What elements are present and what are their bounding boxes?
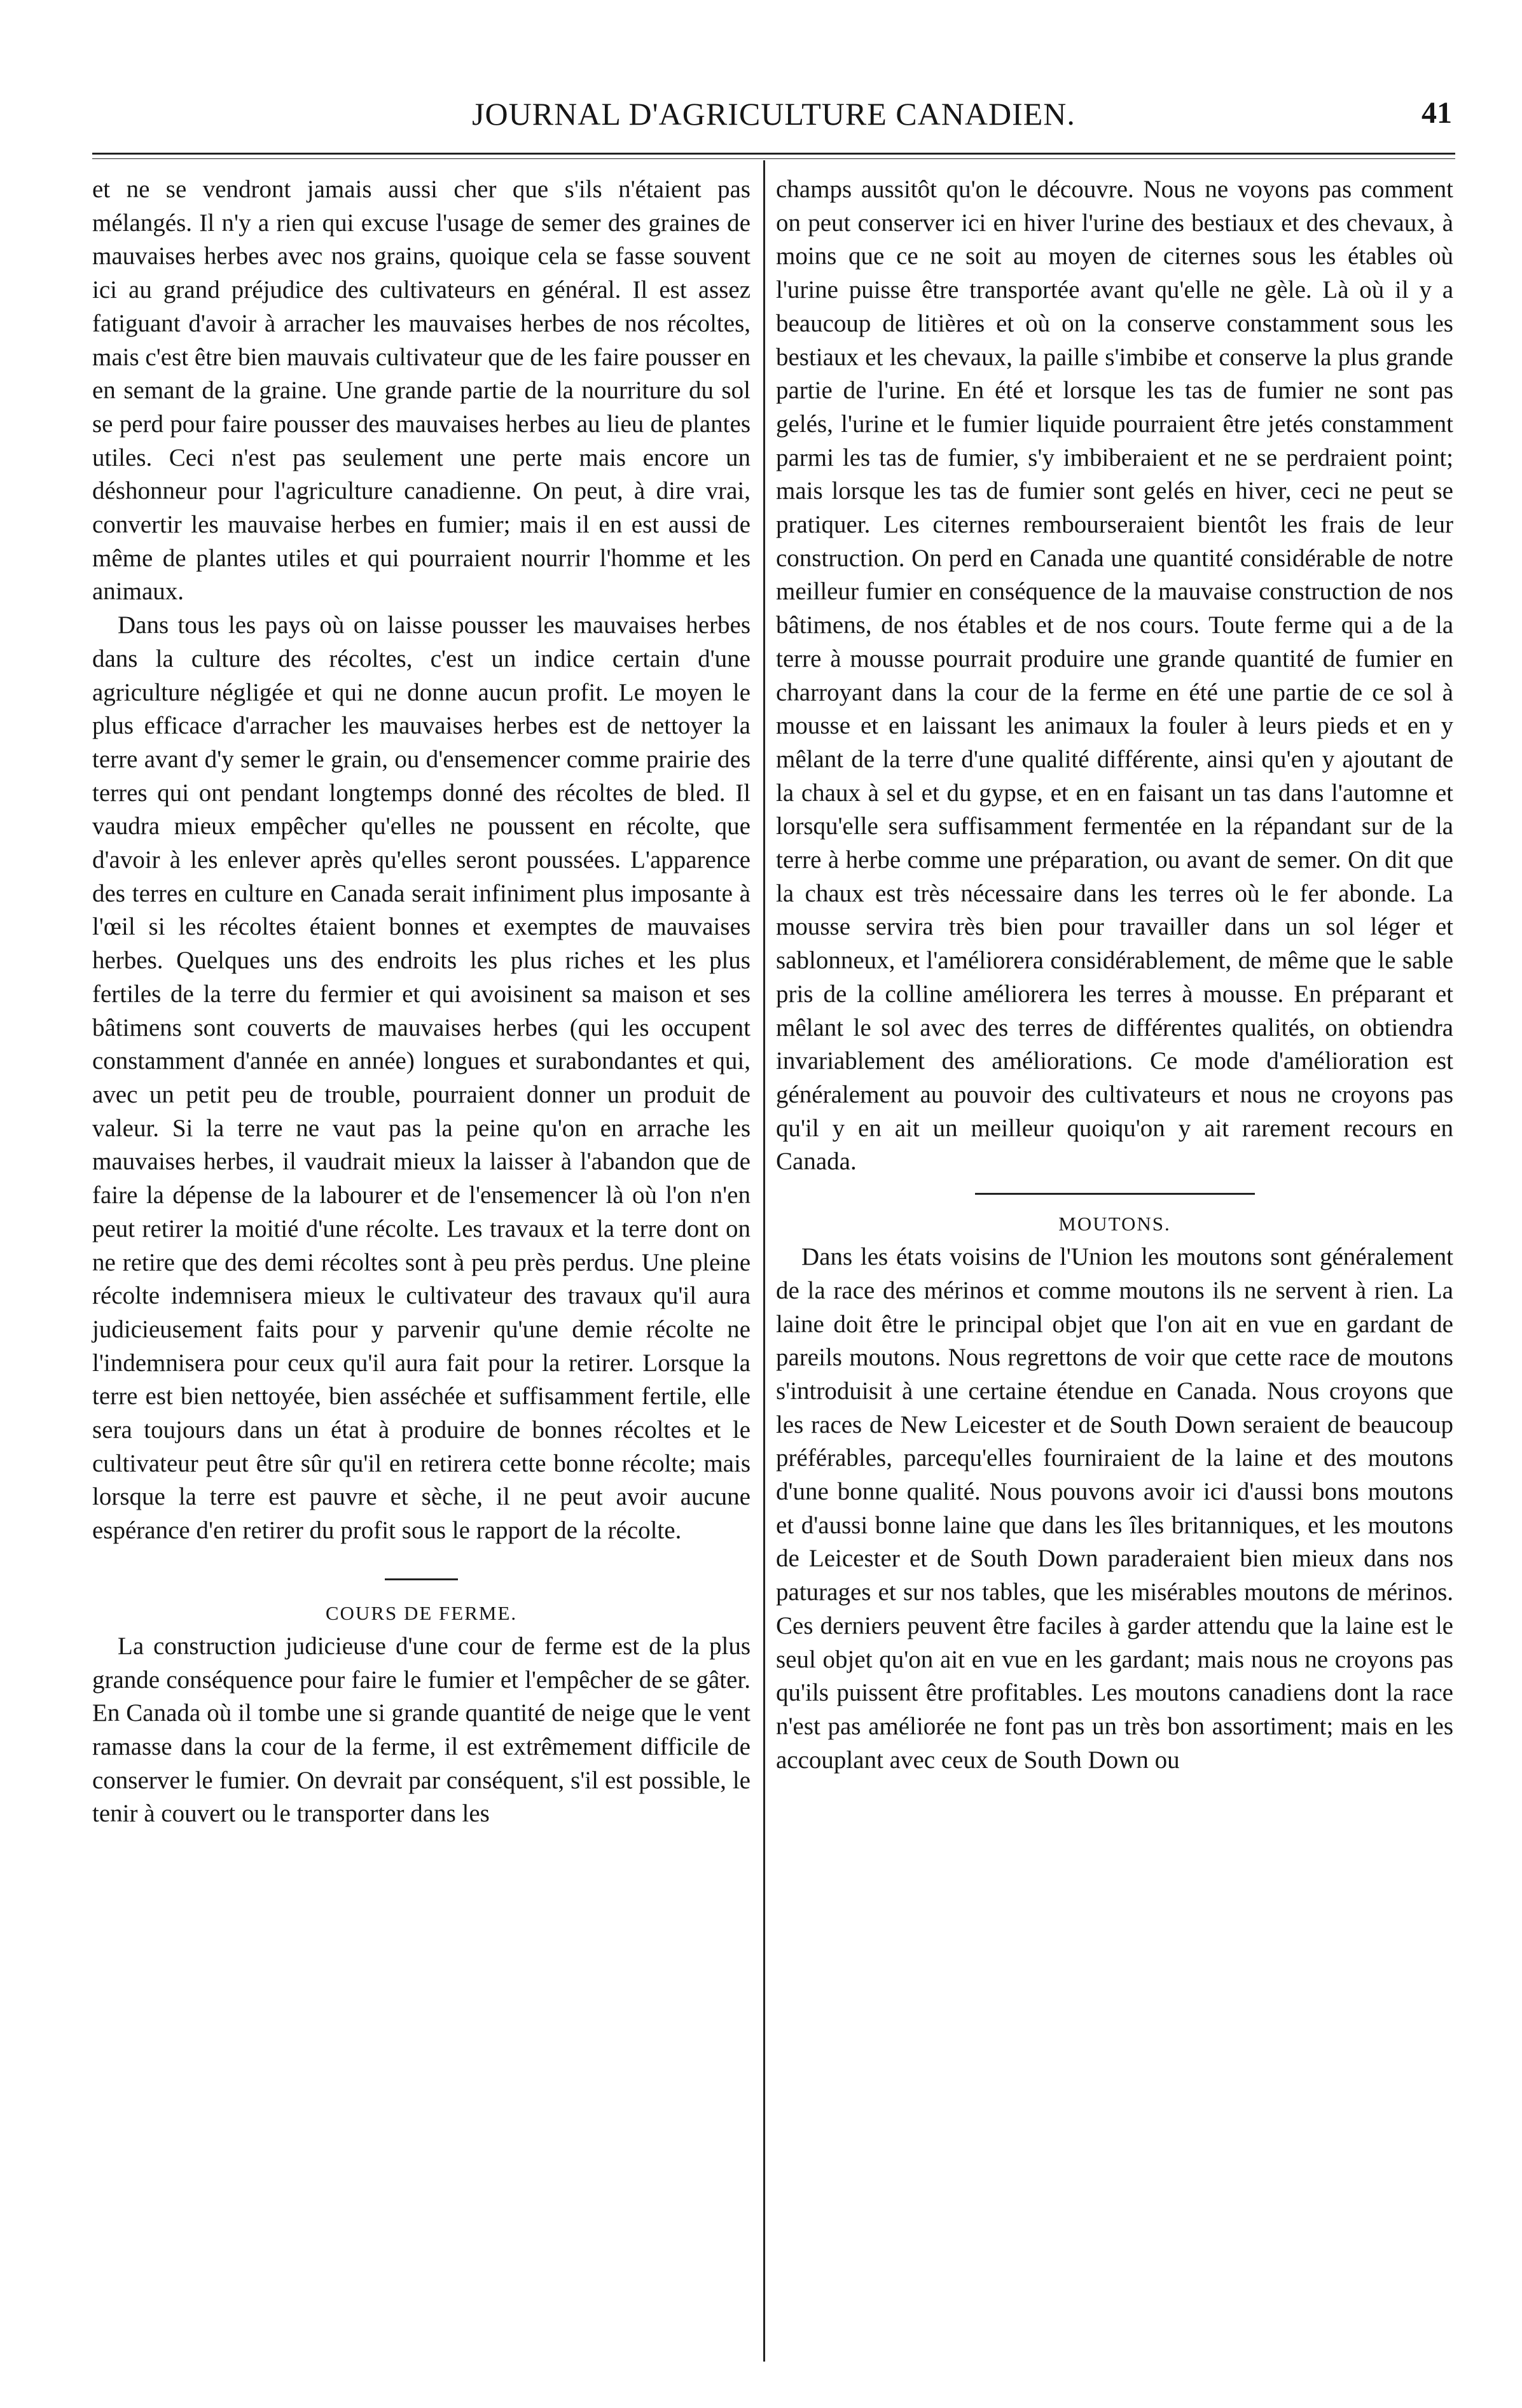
section-divider: [975, 1193, 1255, 1195]
left-column: [92, 173, 751, 1831]
page-number: 41: [1422, 96, 1452, 130]
section-heading-moutons: MOUTONS.: [1058, 1213, 1171, 1235]
left-paragraph-weeds: Dans tous les pays où on laisse pousser les mauvaises herbes dans la culture des récoltes, c'est un indice certain d'une agriculture négligée et qui ne donne aucun profit. Le moyen le plus efficace d'arracher les mauvaises herbes est de nettoyer la terre avant d'y semer le grain, ou d'ensemencer comme prairie des terres qui ont pendant longtemps donné des récoltes de bled. Il vaudra mieux empêcher qu'elles ne poussent en récolte, que d'avoir à les enlever après qu'elles seront poussées. L'apparence des terres en culture en Canada serait infiniment plus imposante à l'œil si les récoltes étaient bonnes et exemptes de mauvaises herbes. Quelques uns des endroits les plus riches et les plus fertiles de la terre du fermier et qui avoisinent sa maison et ses bâtimens sont couverts de mauvaises herbes (qui les occupent constamment d'année en année) longues et surabondantes et qui, avec un petit peu de trouble, pourraient donner un produit de valeur. Si la terre ne vaut pas la peine qu'on en arrache les mauvaises herbes, il vaudrait mieux la laisser à l'abandon que de faire la dépense de la labourer et de l'ensemencer là où l'on n'en peut retirer la moitié d'une récolte. Les travaux et la terre dont on ne retire que des demi récoltes sont à peu près perdus. Une pleine récolte indemnisera mieux le cultivateur des travaux qu'il aura judicieusement faits pour y parvenir qu'une demie récolte ne l'indemnisera pour ceux qu'il aura fait pour la retirer. Lorsque la terre est bien nettoyée, bien asséchée et suffisamment fertile, elle sera toujours dans un état à produire de bonnes récoltes et le cultivateur peut être sûr qu'il en retirera cette bonne récolte; mais lorsque la terre est pauvre et sèche, il ne peut avoir aucune espérance d'en retirer du profit sous le rapport de la récolte.: [92, 611, 751, 1545]
right-continuation-paragraph: champs aussitôt qu'on le découvre. Nous ne voyons pas comment on peut conserver ici en hiver l'urine des bestiaux et des chevaux, à moins que ce ne soit au moyen de citernes sous les étables où l'urine puisse être transportée avant qu'elle ne gèle. Là où il y a beaucoup de litières et où on la conserve constamment sous les bestiaux et les chevaux, la paille s'imbibe et conserve la plus grande partie de l'urine. En été et lorsque les tas de fumier ne sont pas gelés, l'urine et le fumier liquide pourraient être jetés constamment parmi les tas de fumier, s'y imbiberaient et ne se perdraient point; mais lorsque les tas de fumier sont gelés en hiver, ceci ne peut se pratiquer. Les citernes rembourseraient bientôt les frais de leur construction. On perd en Canada une quantité considérable de notre meilleur fumier en conséquence de la mauvaise construction de nos bâtimens, de nos étables et de nos cours. Toute ferme qui a de la terre à mousse pourrait produire une grande quantité de fumier en charroyant dans la cour de la ferme en été une partie de ce sol à mousse et en laissant les animaux la fouler à leurs pieds et en y mêlant de la terre d'une qualité différente, ainsi qu'en y ajoutant de la chaux à sel et du gypse, et en en faisant un tas dans l'automne et lorsqu'elle sera suffisamment fermentée en la répandant sur de la terre à herbe comme une préparation, ou avant de semer. On dit que la chaux est très nécessaire dans les terres où le fer abonde. La mousse servira très bien pour travailler dans un sol léger et sablonneux, et l'améliorera considérablement, de même que le sable pris de la colline améliorera les terres à mousse. En préparant et mêlant le sol avec des terres de différentes qualités, on obtiendra invariablement des améliorations. Ce mode d'amélioration est généralement au pouvoir des cultivateurs et nous ne croyons pas qu'il y en ait un meilleur quoiqu'on y ait rarement recours en Canada.: [776, 176, 1453, 1176]
journal-title: JOURNAL D'AGRICULTURE CANADIEN.: [472, 96, 1076, 132]
header-rule: [92, 153, 1455, 159]
section-divider: [385, 1578, 458, 1580]
right-column: [776, 173, 1453, 1777]
left-continuation-paragraph: et ne se vendront jamais aussi cher que s'ils n'étaient pas mélangés. Il n'y a rien qui excuse l'usage de semer des graines de mauvaises herbes avec nos grains, quoique cela se fasse souvent ici au grand préjudice des cultivateurs en général. Il est assez fatiguant d'avoir à arracher les mauvaises herbes de nos récoltes, mais c'est être bien mauvais cultivateur que de les faire pousser en en semant de la graine. Une grande partie de la nourriture du sol se perd pour faire pousser des mauvaises herbes au lieu de plantes utiles. Ceci n'est pas seulement une perte mais encore un déshonneur pour l'agriculture canadienne. On peut, à dire vrai, convertir les mauvaise herbes en fumier; mais il en est aussi de même de plantes utiles et qui pourraient nourrir l'homme et les animaux.: [92, 176, 751, 606]
section-heading-cours-de-ferme: COURS DE FERME.: [325, 1601, 518, 1624]
right-paragraph-moutons: Dans les états voisins de l'Union les moutons sont généralement de la race des mérinos et comme moutons ils ne servent à rien. La laine doit être le principal objet que l'on ait en vue en gardant de pareils moutons. Nous regrettons de voir que cette race de moutons s'introduisit à une certaine étendue en Canada. Nous croyons que les races de New Leicester et de South Down seraient de beaucoup préférables, parcequ'elles fourniraient de la laine et des moutons d'une bonne qualité. Nous pouvons avoir ici d'aussi bons moutons et d'aussi bonne laine que dans les îles britanniques, et les moutons de Leicester et de South Down paraderaient bien mieux dans nos paturages et sur nos tables, que les misérables moutons de mérinos. Ces derniers peuvent être faciles à garder attendu que la laine est le seul objet qu'on ait en vue en les gardant; mais nous ne croyons pas qu'ils puissent être profitables. Les moutons canadiens dont la race n'est pas améliorée ne font pas un très bon assortiment; mais en les accouplant avec ceux de South Down ou: [776, 1243, 1453, 1774]
left-paragraph-cours-de-ferme: La construction judicieuse d'une cour de ferme est de la plus grande conséquence pour faire le fumier et l'empêcher de se gâter. En Canada où il tombe une si grande quantité de neige que le vent ramasse dans la cour de la ferme, il est extrêmement difficile de conserver le fumier. On devrait par conséquent, s'il est possible, le tenir à couvert ou le transporter dans les: [92, 1632, 751, 1828]
running-head: [89, 95, 1458, 140]
column-divider: [763, 160, 765, 2362]
